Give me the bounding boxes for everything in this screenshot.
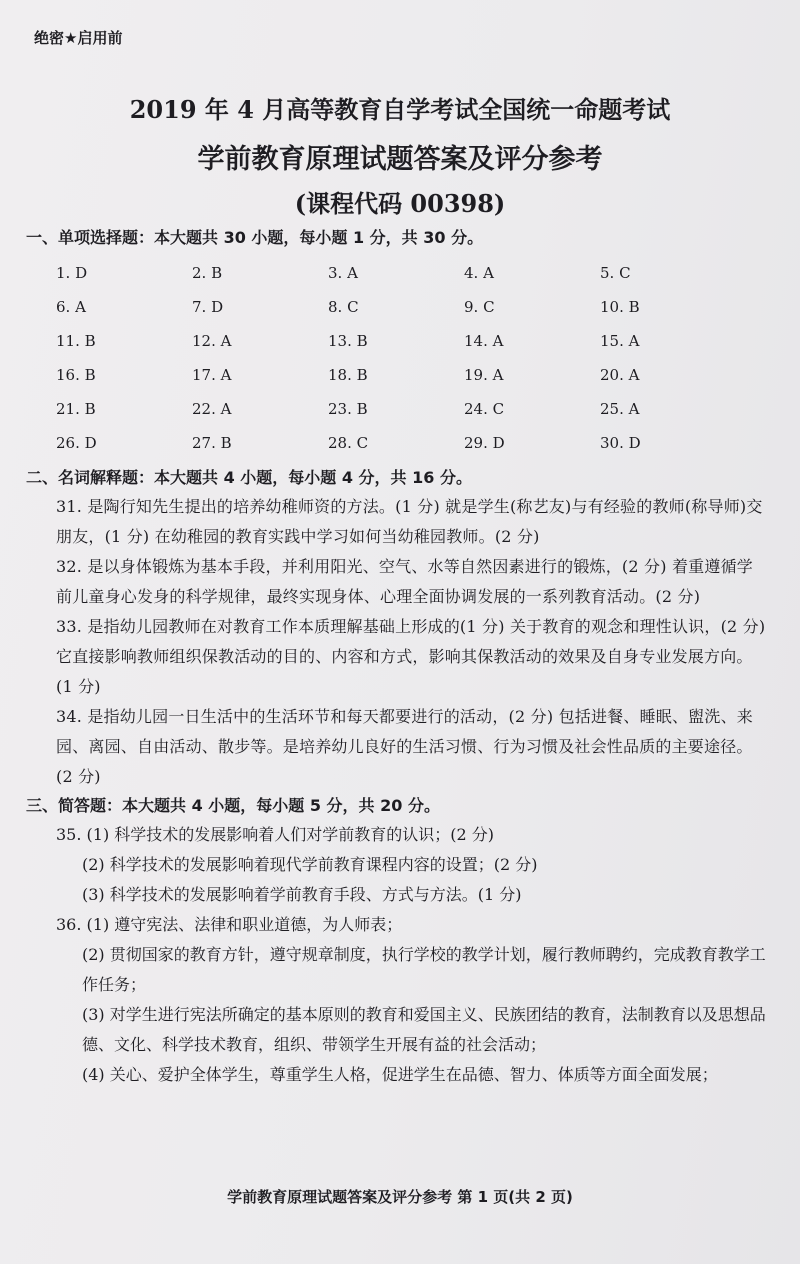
page-footer: 学前教育原理试题答案及评分参考 第 1 页(共 2 页) xyxy=(227,1188,573,1206)
section1-heading: 一、单项选择题：本大题共 30 小题，每小题 1 分，共 30 分。 xyxy=(26,228,484,247)
mc-answer: 11. B xyxy=(56,332,96,350)
mc-answer: 19. A xyxy=(464,366,504,384)
mc-answer: 27. B xyxy=(192,434,232,452)
answer-36-part4: (4) 关心、爱护全体学生，尊重学生人格，促进学生在品德、智力、体质等方面全面发展； xyxy=(82,1065,718,1084)
mc-answer: 24. C xyxy=(464,400,505,418)
answer-36-part2: (2) 贯彻国家的教育方针，遵守规章制度，执行学校的教学计划，履行教师聘约，完成教育教学工作任务； xyxy=(82,945,766,994)
mc-answer: 16. B xyxy=(56,366,96,384)
mc-answer: 3. A xyxy=(328,264,358,282)
mc-answer: 9. C xyxy=(464,298,495,316)
multiple-choice-answers xyxy=(56,256,766,460)
mc-answer: 15. A xyxy=(600,332,640,350)
answer-35-part3: (3) 科学技术的发展影响着学前教育手段、方式与方法。(1 分) xyxy=(82,885,522,904)
answer-31: 31. 是陶行知先生提出的培养幼稚师资的方法。(1 分) 就是学生(称艺友)与有经验的教师(称导师)交朋友，(1 分) 在幼稚园的教育实践中学习如何当幼稚园教师。(2 分) xyxy=(56,497,763,546)
mc-answer: 21. B xyxy=(56,400,96,418)
answer-35-part1: 35. (1) 科学技术的发展影响着人们对学前教育的认识；(2 分) xyxy=(56,825,495,844)
mc-answer: 30. D xyxy=(600,434,641,452)
mc-answer: 6. A xyxy=(56,298,86,316)
document-title: 学前教育原理试题答案及评分参考 xyxy=(197,144,603,175)
mc-answer: 2. B xyxy=(192,264,223,282)
mc-answer: 10. B xyxy=(600,298,640,316)
answer-36-part3: (3) 对学生进行宪法所确定的基本原则的教育和爱国主义、民族团结的教育，法制教育以及思想品德、文化、科学技术教育，组织、带领学生开展有益的社会活动； xyxy=(82,1005,766,1054)
mc-answer: 18. B xyxy=(328,366,368,384)
answer-32: 32. 是以身体锻炼为基本手段，并利用阳光、空气、水等自然因素进行的锻炼，(2 分) 着重遵循学前儿童身心发身的科学规律，最终实现身体、心理全面协调发展的一系列教育活动。(2 分) xyxy=(56,557,753,606)
mc-answer: 28. C xyxy=(328,434,369,452)
mc-answer: 7. D xyxy=(192,298,224,316)
exam-title: 2019 年 4 月高等教育自学考试全国统一命题考试 xyxy=(129,95,671,124)
mc-answer: 14. A xyxy=(464,332,504,350)
answer-35-part2: (2) 科学技术的发展影响着现代学前教育课程内容的设置；(2 分) xyxy=(82,855,538,874)
mc-answer: 25. A xyxy=(600,400,640,418)
mc-answer: 20. A xyxy=(600,366,640,384)
mc-answer: 1. D xyxy=(56,264,88,282)
mc-answer: 22. A xyxy=(192,400,232,418)
section2-heading: 二、名词解释题：本大题共 4 小题，每小题 4 分，共 16 分。 xyxy=(26,468,472,487)
mc-answer: 4. A xyxy=(464,264,494,282)
mc-answer: 5. C xyxy=(600,264,631,282)
confidential-label: 绝密★启用前 xyxy=(34,29,123,47)
section3-heading: 三、简答题：本大题共 4 小题，每小题 5 分，共 20 分。 xyxy=(26,796,440,815)
mc-answer: 8. C xyxy=(328,298,359,316)
answer-34: 34. 是指幼儿园一日生活中的生活环节和每天都要进行的活动，(2 分) 包括进餐、睡眠、盥洗、来园、离园、自由活动、散步等。是培养幼儿良好的生活习惯、行为习惯及社会性品质的主要途径。(2 分) xyxy=(56,707,753,786)
mc-answer: 26. D xyxy=(56,434,97,452)
mc-answer: 13. B xyxy=(328,332,368,350)
mc-answer: 17. A xyxy=(192,366,232,384)
answer-36-part1: 36. (1) 遵守宪法、法律和职业道德，为人师表； xyxy=(56,915,403,934)
course-code: (课程代码 00398) xyxy=(294,189,506,218)
mc-answer: 12. A xyxy=(192,332,232,350)
answer-33: 33. 是指幼儿园教师在对教育工作本质理解基础上形成的(1 分) 关于教育的观念和理性认识，(2 分) 它直接影响教师组织保教活动的目的、内容和方式，影响其保教活动的效果及自身专业发展方向。(1 分) xyxy=(56,617,766,696)
mc-answer: 23. B xyxy=(328,400,368,418)
mc-answer: 29. D xyxy=(464,434,505,452)
